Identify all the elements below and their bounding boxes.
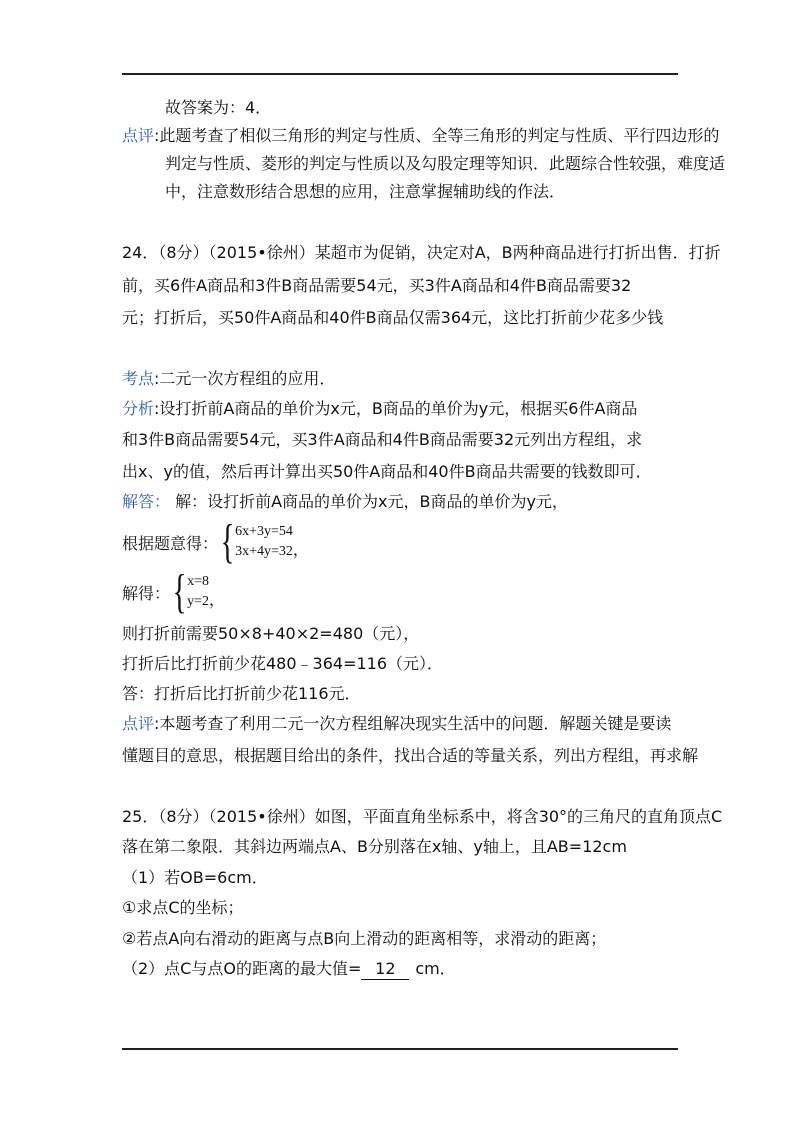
q24-line-2: 前，买6件A商品和3件B商品需要54元，买3件A商品和4件B商品需要32 (122, 276, 632, 295)
q25-part2: （2）点C与点O的距离的最大值= 12 cm． (122, 959, 456, 978)
q24-calc-1: 则打折前需要50×8+40×2=480（元）， (122, 624, 420, 643)
top-rule (122, 73, 678, 75)
review-tag: 点评 (122, 714, 155, 733)
system2-eq-1: x=8 (187, 574, 209, 589)
q24-calc-2: 打折后比打折前少花480﹣364=116（元）． (122, 654, 444, 673)
equation-system-2: 解得： { x=8 y=2 ， (122, 565, 225, 618)
review-tag: 点评 (122, 126, 155, 145)
brace: { (172, 565, 187, 618)
system2-label: 解得： (122, 583, 171, 603)
equation-system-1: 根据题意得： { 6x+3y=54 3x+4y=32 ， (122, 515, 309, 568)
q24-review-1: 点评:本题考查了利用二元一次方程组解决现实生活中的问题．解题关键是要读 (122, 714, 672, 733)
system1-label: 根据题意得： (122, 533, 219, 553)
q24-jieda: 解答： 解：设打折前A商品的单价为x元，B商品的单价为y元， (122, 492, 568, 511)
q25-line-2: 落在第二象限．其斜边两端点A、B分别落在x轴、y轴上，且AB=12cm (122, 837, 627, 856)
brace: { (220, 515, 235, 568)
q25-line-1: 25．（8分）（2015•徐州）如图，平面直角坐标系中，将含30°的三角尺的直角顶点C (122, 807, 723, 826)
q25-line-3: （1）若OB=6cm． (122, 868, 268, 887)
system1-eq-2: 3x+4y=32 (235, 544, 293, 559)
q25-line-4: ①求点C的坐标； (122, 898, 244, 917)
q24-review-2: 懂题目的意思，根据题目给出的条件，找出合适的等量关系，列出方程组，再求解 (122, 746, 699, 765)
prev-answer: 故答案为：4． (165, 98, 272, 117)
q24-line-3: 元；打折后，买50件A商品和40件B商品仅需364元，这比打折前少花多少钱 (122, 308, 664, 327)
q24-answer: 答：打折后比打折前少花116元． (122, 684, 361, 703)
bottom-rule (122, 1048, 678, 1050)
prev-review-line-2: 判定与性质、菱形的判定与性质以及勾股定理等知识．此题综合性较强，难度适 (165, 154, 726, 173)
answer-blank: 12 (361, 959, 409, 980)
prev-review-line-3: 中，注意数形结合思想的应用，注意掌握辅助线的作法． (165, 182, 566, 201)
kaodian-tag: 考点 (122, 369, 155, 388)
jieda-tag: 解答： (122, 492, 171, 511)
fenxi-tag: 分析 (122, 399, 155, 418)
q24-fenxi-3: 出x、y的值，然后再计算出买50件A商品和40件B商品共需要的钱数即可． (122, 462, 652, 481)
system1-eq-1: 6x+3y=54 (235, 524, 293, 539)
prev-review-line-1: 点评:此题考查了相似三角形的判定与性质、全等三角形的判定与性质、平行四边形的 (122, 126, 720, 145)
system2-eq-2: y=2 (187, 594, 209, 609)
q24-kaodian: 考点:二元一次方程组的应用． (122, 369, 336, 388)
q24-fenxi-1: 分析:设打折前A商品的单价为x元，B商品的单价为y元，根据买6件A商品 (122, 399, 638, 418)
q24-fenxi-2: 和3件B商品需要54元，买3件A商品和4件B商品需要32元列出方程组，求 (122, 430, 643, 449)
q24-line-1: 24．（8分）（2015•徐州）某超市为促销，决定对A，B两种商品进行打折出售．打折 (122, 243, 721, 262)
q25-line-5: ②若点A向右滑动的距离与点B向上滑动的距离相等，求滑动的距离； (122, 929, 607, 948)
